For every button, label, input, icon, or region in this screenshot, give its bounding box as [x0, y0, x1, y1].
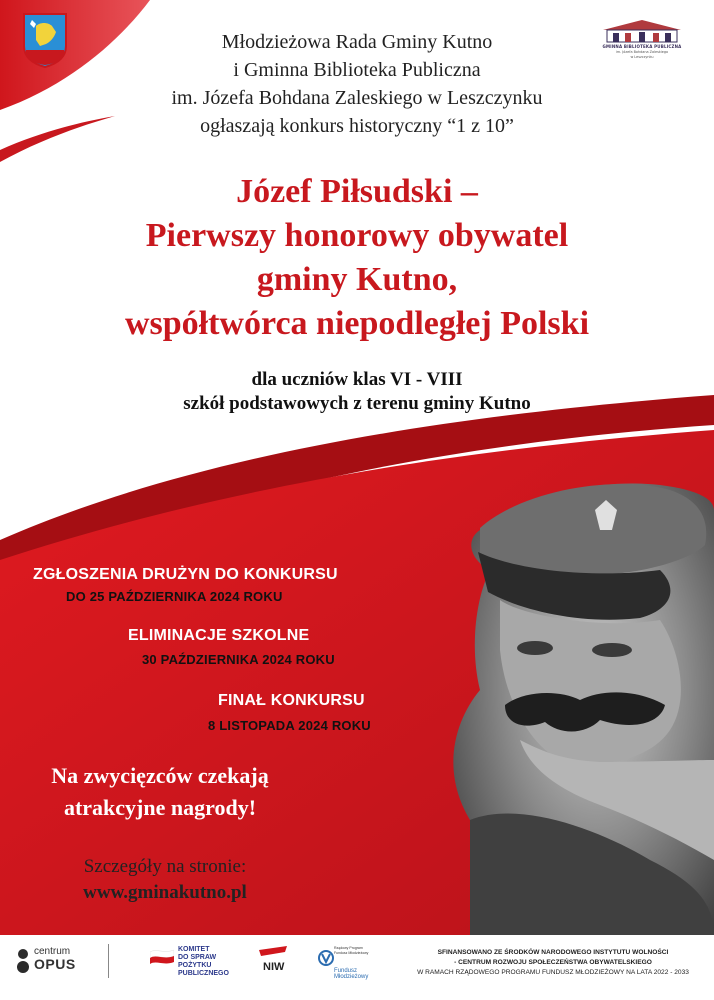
opus-logo-text: OPUS [34, 956, 76, 972]
details-block [40, 854, 290, 906]
final-heading: FINAŁ KONKURSU [218, 692, 365, 709]
website-link[interactable]: www.gminakutno.pl [83, 882, 247, 903]
registration-heading: ZGŁOSZENIA DRUŻYN DO KONKURSU [33, 566, 338, 583]
komitet-line: PUBLICZNEGO [178, 970, 229, 977]
school-round-heading: ELIMINACJE SZKOLNE [128, 627, 310, 644]
title-line: Pierwszy honorowy obywatel [145, 217, 569, 254]
footer-divider [108, 944, 109, 978]
top-left-swoosh [0, 116, 115, 162]
school-round-date: 30 PAŹDZIERNIKA 2024 ROKU [142, 652, 335, 667]
niw-label: NIW [263, 961, 285, 973]
header-line: im. Józefa Bohdana Zaleskiego w Leszczynku [171, 87, 543, 109]
komitet-line: KOMITET [178, 946, 210, 953]
audience-line: dla uczniów klas VI - VIII [251, 369, 463, 390]
header-line: i Gminna Biblioteka Publiczna [233, 59, 481, 81]
contest-title [40, 170, 674, 346]
komitet-line: POŻYTKU [178, 962, 212, 969]
audience-line: szkół podstawowych z terenu gminy Kutno [183, 393, 531, 414]
funding-line: SFINANSOWANO ZE ŚRODKÓW NARODOWEGO INSTYTUTU WOLNOŚCI [437, 949, 669, 956]
fundusz-name-line: Fundusz [334, 968, 358, 974]
library-name: GMINNA BIBLIOTEKA PUBLICZNA [602, 44, 682, 49]
title-line: Józef Piłsudski – [236, 173, 478, 210]
fundusz-small-text: Rządowy Program Fundusz Młodzieżowy [334, 946, 369, 955]
header-line: ogłaszają konkurs historyczny “1 z 10” [200, 115, 514, 137]
funding-line: W RAMACH RZĄDOWEGO PROGRAMU FUNDUSZ MŁODZIEŻOWY NA LATA 2022 - 2033 [417, 969, 689, 976]
header-line: Młodzieżowa Rada Gminy Kutno [221, 31, 493, 53]
organizers-header [100, 28, 614, 140]
komitet-logo-text [178, 946, 229, 978]
funding-line: - CENTRUM ROZWOJU SPOŁECZEŃSTWA OBYWATELSKIEGO [454, 959, 652, 966]
prize-line: Na zwycięzców czekają [51, 763, 269, 788]
target-audience [60, 368, 654, 416]
komitet-line: DO SPRAW [178, 954, 217, 961]
poland-flag-icon [150, 946, 174, 966]
niw-logo-icon [255, 944, 291, 978]
title-line: gminy Kutno, [256, 261, 458, 298]
fundusz-name [334, 968, 368, 980]
opus-small-text: centrum [34, 946, 71, 957]
title-line: współtwórca niepodległej Polski [124, 305, 590, 342]
details-label: Szczegóły na stronie: [83, 856, 247, 877]
library-sub-1: im. Józefa Bohdana Zaleskiego [615, 50, 669, 54]
fundusz-name-line: Młodzieżowy [334, 974, 369, 980]
opus-icon [16, 948, 30, 974]
fundusz-mlodziezowy-icon [318, 946, 334, 970]
final-date: 8 LISTOPADA 2024 ROKU [208, 718, 371, 733]
funding-statement [398, 948, 708, 978]
library-sub-2: w Leszczynku [630, 55, 654, 59]
prize-announcement [10, 760, 310, 824]
registration-date: DO 25 PAŹDZIERNIKA 2024 ROKU [66, 589, 283, 604]
portrait-photo [453, 483, 714, 935]
coat-of-arms-icon [22, 12, 68, 68]
prize-line: atrakcyjne nagrody! [63, 795, 257, 820]
